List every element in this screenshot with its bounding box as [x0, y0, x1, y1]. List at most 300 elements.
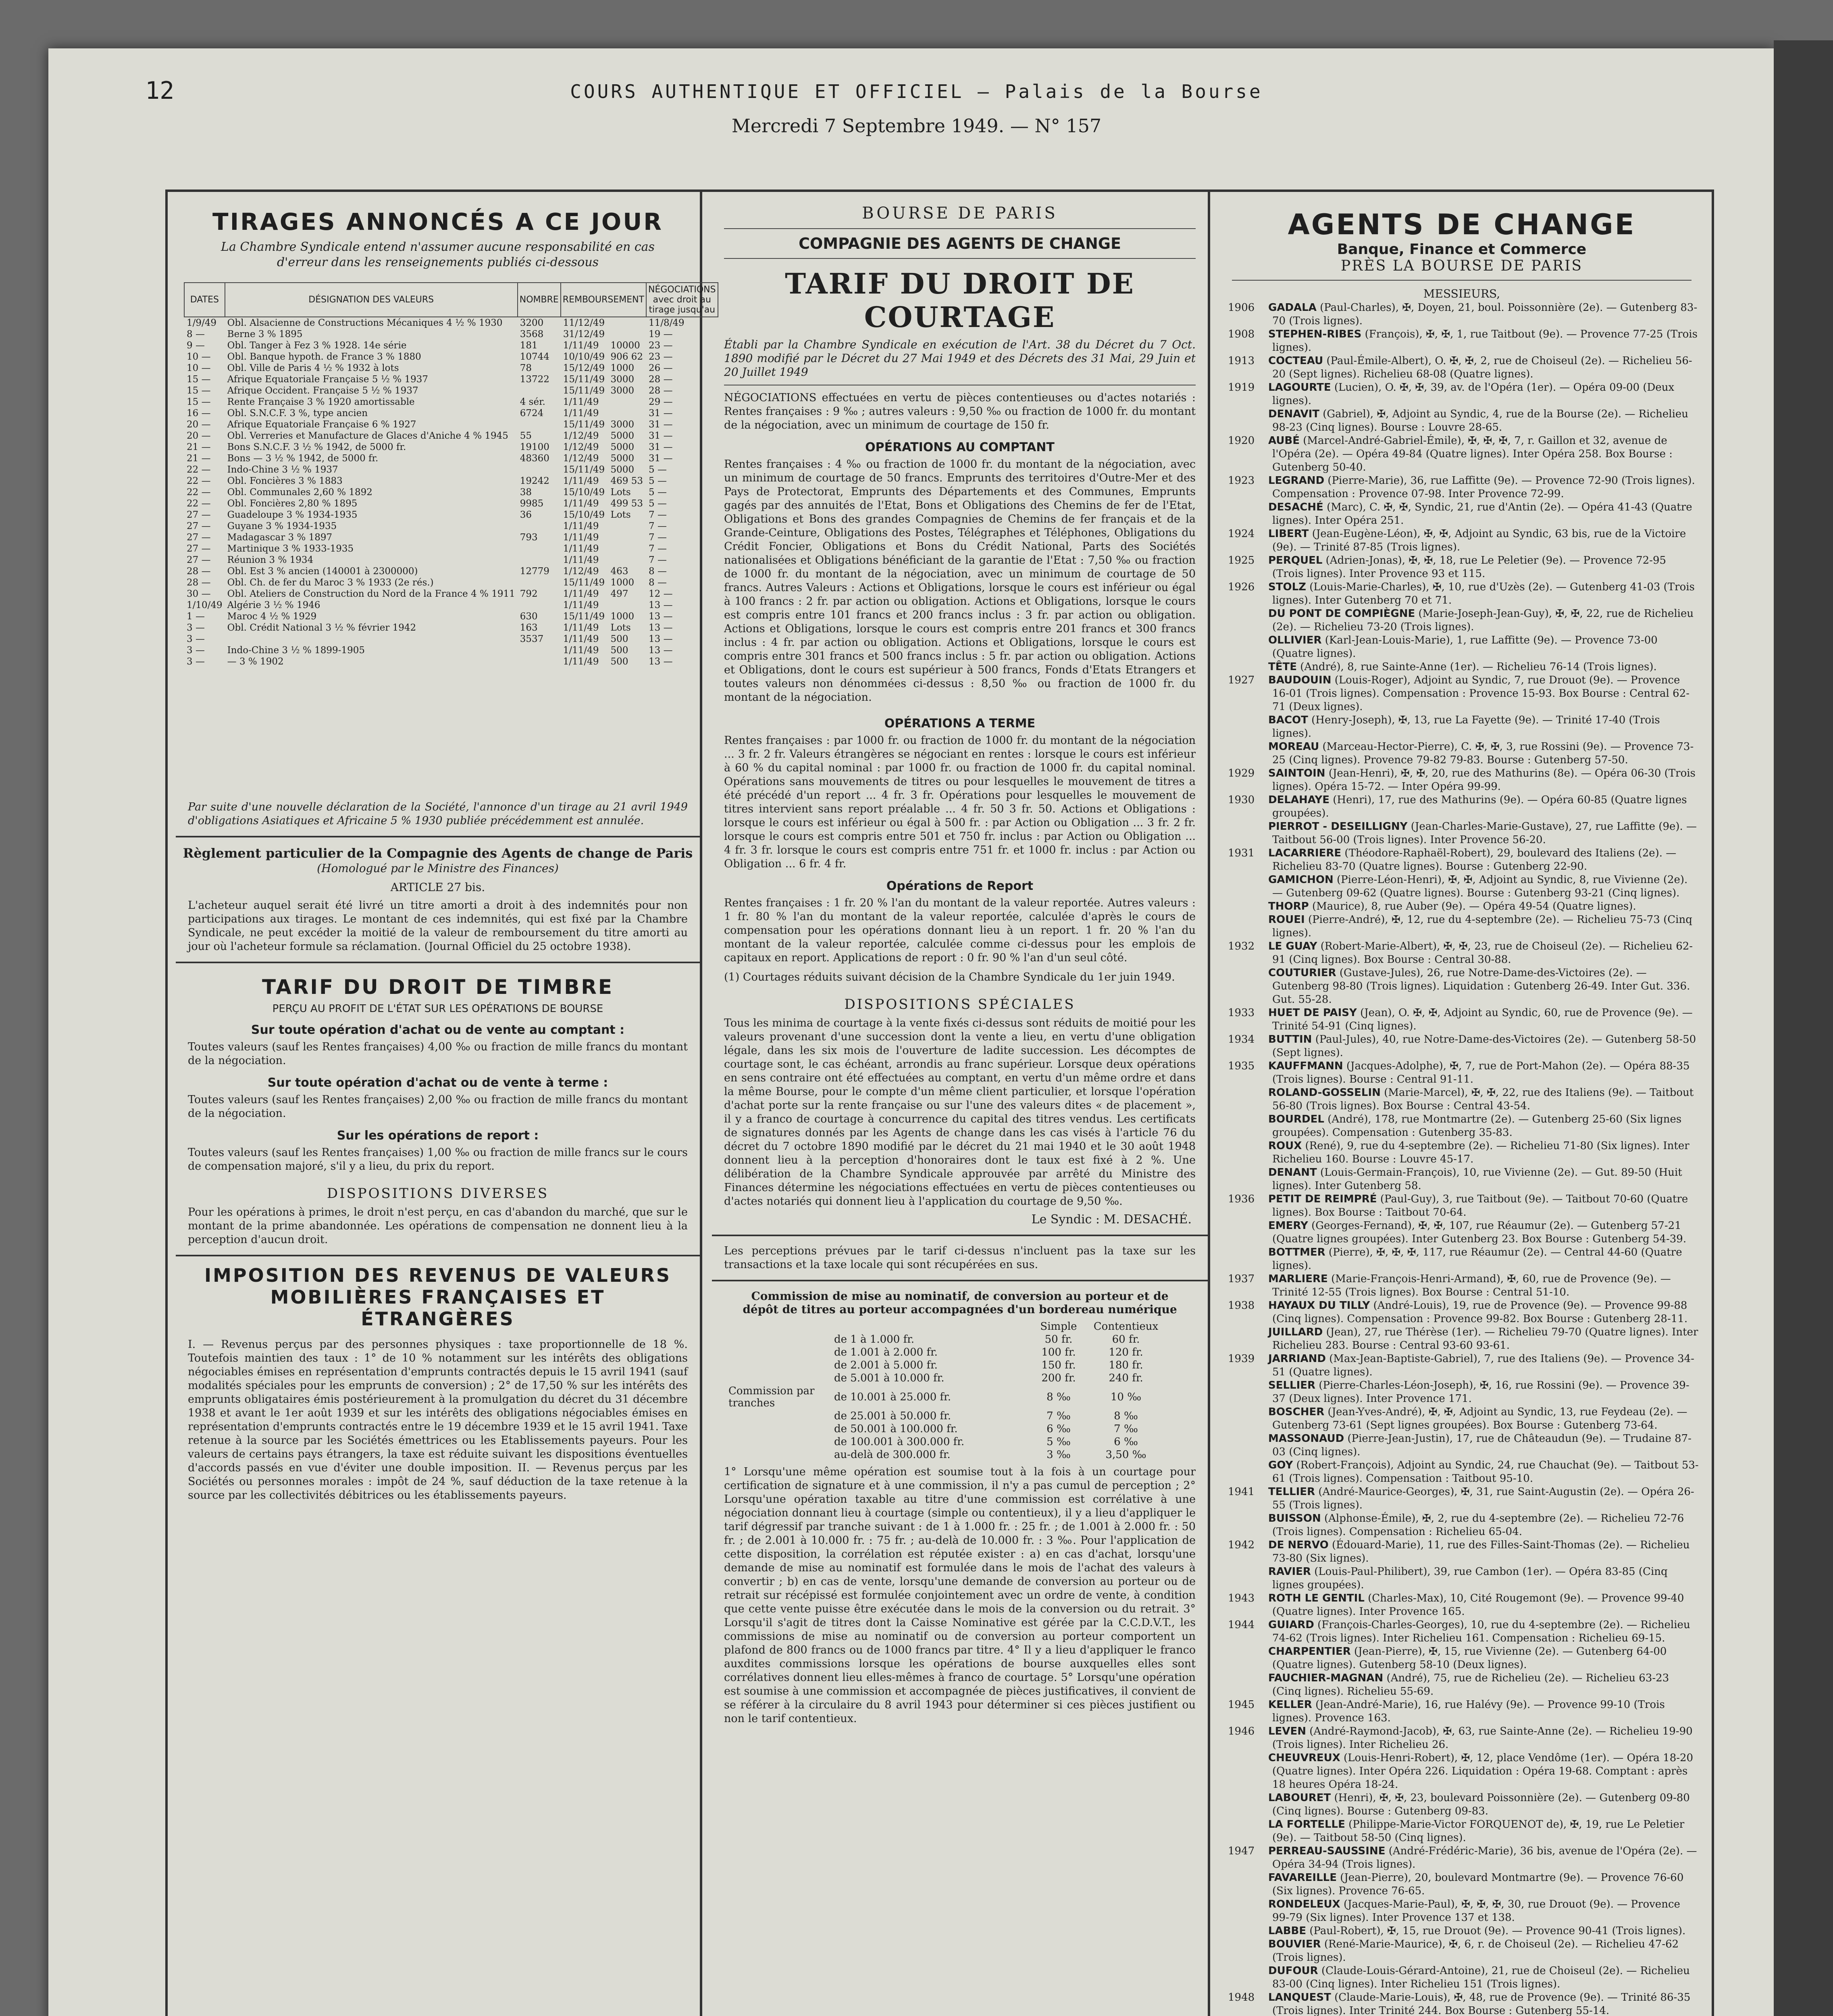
- table-row: [184, 430, 718, 442]
- tirages-note: Par suite d'une nouvelle déclaration de la Société, l'annonce d'un tirage au 21 avril 1949 d'obligations Asiatiques et Africaine 5 % 1930 publiée précédemment est annulée.: [188, 801, 688, 827]
- agent-year: 1925: [1228, 554, 1255, 566]
- company-name: COMPAGNIE DES AGENTS DE CHANGE: [799, 235, 1121, 252]
- table-cell: 1000: [610, 363, 635, 373]
- agent-entry: [1228, 793, 1700, 820]
- agent-entry: [1228, 1166, 1700, 1193]
- agent-year: 1924: [1228, 528, 1255, 540]
- table-cell: 1/9/49: [187, 318, 217, 328]
- agent-name: SAINTOIN: [1268, 767, 1325, 779]
- table-cell: 1000: [610, 611, 635, 622]
- table-cell: 1/12/49: [563, 566, 599, 577]
- agent-details: (Pierre-Marie), 36, rue Laffitte (9e). — Provence 72-90 (Trois lignes). Compensation : Provence 07-98. Inter Provence 72-99.: [1272, 475, 1695, 500]
- commission-cell: 3 ‰: [1047, 1449, 1071, 1461]
- table-cell: [518, 645, 561, 656]
- agent-name: SELLIER: [1268, 1379, 1316, 1391]
- timbre-subtitle: PERÇU AU PROFIT DE L'ÉTAT SUR LES OPÉRATIONS DE BOURSE: [272, 1003, 603, 1015]
- commission-row: [728, 1410, 1163, 1422]
- agent-details: (Jean), 27, rue Thérèse (1er). — Richelieu 79-70 (Quatre lignes). Inter Richelieu 283. Bourse : Central 93-60 93-61.: [1272, 1326, 1698, 1352]
- agent-entry: [1228, 1060, 1700, 1086]
- agent-year: 1935: [1228, 1060, 1255, 1072]
- table-cell: Afrique Equatoriale Française 5 ½ % 1937: [227, 374, 429, 385]
- agent-name: DENANT: [1268, 1166, 1317, 1179]
- agent-details: (Louis-Roger), Adjoint au Syndic, 7, rue Drouot (9e). — Provence 16-01 (Trois lignes). Compensation : Provence 15-93. Box Bourse : Central 62-71 (Deux lignes).: [1272, 674, 1689, 713]
- table-row: [184, 419, 718, 430]
- table-row: [184, 362, 718, 374]
- table-cell: 23 —: [649, 340, 673, 351]
- agent-entry: [1228, 1818, 1700, 1845]
- commission-cell: 3,50 ‰: [1105, 1449, 1146, 1461]
- agent-details: (Paul-Guy), 3, rue Taitbout (9e). — Taitbout 70-60 (Quatre lignes). Box Bourse : Taitbout 70-64.: [1272, 1193, 1688, 1218]
- agent-name: JARRIAND: [1268, 1353, 1326, 1365]
- agent-name: THORP: [1268, 900, 1309, 912]
- table-cell: 78: [520, 363, 532, 373]
- table-row: [184, 521, 718, 532]
- commission-cell: 60 fr.: [1112, 1333, 1140, 1345]
- agent-name: DUFOUR: [1268, 1965, 1318, 1977]
- table-row: [184, 611, 718, 622]
- commission-cell: 10 ‰: [1110, 1391, 1142, 1403]
- table-cell: 15/11/49: [563, 419, 605, 430]
- agent-name: LANQUEST: [1268, 1991, 1331, 2004]
- agent-name: LACARRIERE: [1268, 847, 1342, 859]
- agent-entry: [1228, 328, 1700, 354]
- speciales-text: Tous les minima de courtage à la vente fixés ci-dessus sont réduits de moitié pour les valeurs provenant d'une succession dont la vente a lieu, en vertu d'une obligation légale, dans les six mois de l'ouverture de ladite succession. Les décomptes de courtage sont, le cas échéant, arrondis au franc supérieur. Lorsque deux opérations en sens contraire ont été effectuées au comptant, en vertu d'un même ordre et dans la même Bourse, pour le compte d'un même client particulier, et lorsque l'opération d'achat porte sur la rente française ou sur l'une des valeurs dites « de placement », il y a franco de courtage à concurrence du capital des titres vendus. Les certificats de signatures donnés par les Agents de change dans les cas visés à l'article 76 du décret du 7 octobre 1890 modifié par le décret du 21 mai 1940 et le 30 août 1948 donnent lieu à la perception d'honoraires dont le taux est fixé à 2 %. Une délibération de la Chambre Syndicale approuvée par arrêté du Ministre des Finances détermine les négociations effectuées en vertu de pièces contentieuses ou d'actes notariés qui donnent lieu à l'application du courtage de 9,50 ‰.: [724, 1017, 1196, 1208]
- table-row: [184, 543, 718, 554]
- table-row: [184, 453, 718, 464]
- agent-entry: [1228, 1991, 1700, 2016]
- agent-year: 1913: [1228, 355, 1255, 367]
- commission-label-cell: [728, 1346, 834, 1359]
- agent-entry: [1228, 1272, 1700, 1299]
- commission-cell: 6 ‰: [1047, 1423, 1071, 1435]
- table-cell: 906 62: [610, 352, 643, 362]
- agent-entry: [1228, 581, 1700, 607]
- table-cell: 10 —: [187, 363, 211, 373]
- table-row: [184, 475, 718, 487]
- table-cell: 22 —: [187, 476, 211, 486]
- table-cell: 26 —: [649, 363, 673, 373]
- table-cell: 1/11/49: [563, 408, 599, 419]
- table-cell: 11/12/49: [563, 318, 605, 328]
- table-cell: [608, 396, 646, 408]
- table-cell: 19 —: [649, 329, 673, 339]
- agent-details: (André-Frédéric-Marie), 36 bis, avenue de l'Opéra (2e). — Opéra 34-94 (Trois lignes).: [1272, 1845, 1697, 1870]
- table-row: [184, 464, 718, 475]
- commission-row: [728, 1385, 1163, 1410]
- timbre-text-comptant: Toutes valeurs (sauf les Rentes françaises) 4,00 ‰ ou fraction de mille francs du montant de la négociation.: [188, 1041, 688, 1067]
- table-cell: 5 —: [649, 487, 667, 498]
- agent-year: 1938: [1228, 1300, 1255, 1312]
- table-cell: 1/11/49: [563, 544, 599, 554]
- table-cell: 22 —: [187, 464, 211, 475]
- agent-details: (Pierre), ✠, ✠, ✠, 117, rue Réaumur (2e). — Central 44-60 (Quatre lignes).: [1272, 1246, 1682, 1272]
- table-cell: [518, 656, 561, 667]
- agent-details: (André-Maurice-Georges), ✠, 31, rue Saint-Augustin (2e). — Opéra 26-55 (Trois lignes).: [1272, 1486, 1694, 1511]
- table-cell: Obl. Est 3 % ancien (140001 à 2300000): [227, 566, 418, 577]
- table-cell: 22 —: [187, 487, 211, 498]
- agent-year: 1937: [1228, 1273, 1255, 1285]
- table-cell: [608, 317, 646, 329]
- table-cell: 16 —: [187, 408, 211, 419]
- article-heading: ARTICLE 27 bis.: [390, 881, 485, 894]
- table-cell: 5000: [610, 453, 635, 464]
- column-courtage: [712, 192, 1210, 2016]
- agent-details: (Louis-Marie-Charles), ✠, 10, rue d'Uzès (2e). — Gutenberg 41-03 (Trois lignes). Inter Gutenberg 70 et 71.: [1272, 581, 1695, 606]
- table-cell: 1/11/49: [563, 634, 599, 644]
- agent-details: (Lucien), O. ✠, ✠, 39, av. de l'Opéra (1er). — Opéra 09-00 (Deux lignes).: [1272, 381, 1675, 407]
- agent-name: ROTH LE GENTIL: [1268, 1592, 1365, 1604]
- table-cell: Obl. Ateliers de Construction du Nord de la France 4 % 1911: [227, 589, 515, 599]
- table-cell: Obl. Foncières 3 % 1883: [227, 476, 343, 486]
- commission-text: 1° Lorsqu'une même opération est soumise tout à la fois à un courtage pour certification de signature et à une commission, il n'y a pas cumul de perception ; 2° Lorsqu'une opération taxable au titre d'une commission est corrélative à une négociation donnant lieu à courtage (simple ou contentieux), il y a lieu d'appliquer le tarif dégressif par tranche suivant : de 1 à 1.000 fr. : 25 fr. ; de 1.001 à 2.000 fr. : 50 fr. ; de 2.001 à 10.000 fr. : 75 fr. ; au-delà de 10.000 fr. : 3 ‰. Pour l'application de cette disposition, la corrélation est réputée exister : a) en cas d'achat, lorsqu'une demande de mise au nominatif est formulée dans le mois de l'achat des valeurs à convertir ; b) en cas de vente, lorsqu'une demande de conversion au porteur ou de retrait sur récépissé est formulée conjointement avec un ordre de vente, à condition que cette vente puisse être exécutée dans le mois de la conversion ou du retrait. 3° Lorsqu'il s'agit de titres dont la Caisse Nominative est gérée par la C.C.D.V.T., les commissions de mise au nominatif ou de conversion au porteur comportent un plafond de 800 francs ou de 1000 francs par titre. 4° Il y a lieu d'appliquer le franco auxdites commissions lorsque les opérations de bourse auxquelles elles sont corrélatives donnent lieu elles-mêmes à franco de courtage. 5° Lorsqu'une opération est soumise à une commission et accompagnée de pièces justificatives, il convient de se référer à la circulaire du 8 avril 1943 pour déterminer si ces pièces justifient ou non le tarif contentieux.: [724, 1466, 1196, 1725]
- table-cell: Obl. Tanger à Fez 3 % 1928. 14e série: [227, 340, 407, 351]
- agent-name: TELLIER: [1268, 1486, 1315, 1498]
- agent-entry: [1228, 820, 1700, 847]
- commission-label-cell: [728, 1435, 834, 1448]
- table-cell: 27 —: [187, 544, 211, 554]
- commission-cell: 200 fr.: [1041, 1372, 1076, 1384]
- table-cell: [608, 543, 646, 554]
- table-cell: 1/11/49: [563, 555, 599, 565]
- agent-entry: [1228, 1672, 1700, 1698]
- agent-name: GAMICHON: [1268, 874, 1334, 886]
- table-cell: 15/12/49: [563, 363, 605, 373]
- agent-details: (Paul-Robert), ✠, 15, rue Drouot (9e). — Provence 90-41 (Trois lignes).: [1309, 1925, 1686, 1937]
- agents-subtitle2: PRÈS LA BOURSE DE PARIS: [1340, 258, 1583, 274]
- agent-entry: [1228, 1379, 1700, 1406]
- commission-row: [728, 1333, 1163, 1346]
- col-header-nombre: NOMBRE: [518, 283, 561, 317]
- agent-year: 1919: [1228, 381, 1255, 394]
- commission-cell: de 2.001 à 5.000 fr.: [834, 1359, 938, 1371]
- agent-entry: [1228, 1938, 1700, 1964]
- bourse-kicker: BOURSE DE PARIS: [862, 204, 1058, 223]
- table-cell: Rente Française 3 % 1920 amortissable: [227, 397, 415, 407]
- agent-details: (Marie-Marcel), ✠, ✠, 22, rue des Italiens (9e). — Taitbout 56-80 (Trois lignes). Box Bourse : Central 43-54.: [1272, 1087, 1694, 1112]
- agent-entry: [1228, 767, 1700, 793]
- commission-title: Commission de mise au nominatif, de conversion au porteur et de dépôt de titres au porteur accompagnées d'un bordereau numérique: [743, 1289, 1177, 1316]
- masthead-title: COURS AUTHENTIQUE ET OFFICIEL — Palais de la Bourse: [570, 81, 1263, 102]
- agent-name: AUBÉ: [1268, 435, 1300, 447]
- commission-cell: 6 ‰: [1114, 1436, 1138, 1448]
- table-cell: 5 —: [649, 464, 667, 475]
- table-cell: [518, 521, 561, 532]
- table-row: [184, 442, 718, 453]
- table-cell: 15/11/49: [563, 374, 605, 385]
- agent-entry: [1228, 1752, 1700, 1791]
- table-row: [184, 509, 718, 521]
- agent-details: (Karl-Jean-Louis-Marie), 1, rue Laffitte (9e). — Provence 73-00 (Quatre lignes).: [1272, 634, 1658, 660]
- table-cell: 1/11/49: [563, 532, 599, 543]
- col-header-negociations: NÉGOCIATIONS avec droit au tirage jusqu'au: [646, 283, 718, 317]
- table-cell: 500: [610, 645, 628, 656]
- column-agents: [1220, 192, 1704, 2016]
- agent-details: (Georges-Fernand), ✠, ✠, 107, rue Réaumur (2e). — Gutenberg 57-21 (Quatre lignes groupées). Inter Gutenberg 23. Box Bourse : Gutenberg 54-39.: [1272, 1220, 1687, 1245]
- table-cell: Maroc 4 ½ % 1929: [227, 611, 317, 622]
- table-cell: 5 —: [649, 476, 667, 486]
- agent-name: KAUFFMANN: [1268, 1060, 1343, 1072]
- table-cell: 23 —: [649, 352, 673, 362]
- commission-col-simple: Simple: [1040, 1320, 1077, 1333]
- agent-entry: [1228, 474, 1700, 501]
- table-cell: 181: [520, 340, 538, 351]
- commission-label-cell: [728, 1333, 834, 1346]
- agent-name: COCTEAU: [1268, 355, 1323, 367]
- agent-details: (Gabriel), ✠, Adjoint au Syndic, 4, rue de la Bourse (2e). — Richelieu 98-23 (Cinq lignes). Bourse : Louvre 28-65.: [1272, 408, 1689, 433]
- agent-entry: [1228, 1964, 1700, 1991]
- table-row: [184, 385, 718, 396]
- table-cell: Bons — 3 ½ % 1942, de 5000 fr.: [227, 453, 379, 464]
- table-cell: Obl. Ville de Paris 4 ½ % 1932 à lots: [227, 363, 399, 373]
- agent-entry: [1228, 381, 1700, 408]
- table-cell: 10 —: [187, 352, 211, 362]
- table-cell: 27 —: [187, 510, 211, 520]
- agent-name: LEGRAND: [1268, 475, 1325, 487]
- agent-name: TÊTE: [1268, 661, 1297, 673]
- table-cell: [518, 600, 561, 611]
- table-cell: 30 —: [187, 589, 211, 599]
- agent-entry: [1228, 1898, 1700, 1924]
- agent-details: (Jean-Eugène-Léon), ✠, ✠, Adjoint au Syndic, 63 bis, rue de la Victoire (9e). — Trinité 87-85 (Trois lignes).: [1272, 528, 1686, 553]
- agent-details: (Henri), ✠, ✠, 23, boulevard Poissonnière (2e). — Gutenberg 09-80 (Cinq lignes). Bourse : Gutenberg 09-83.: [1272, 1792, 1690, 1817]
- agent-name: FAVAREILLE: [1268, 1872, 1337, 1884]
- agent-name: BUISSON: [1268, 1512, 1321, 1524]
- agent-name: HAYAUX DU TILLY: [1268, 1300, 1370, 1312]
- agent-name: PERREAU-SAUSSINE: [1268, 1845, 1386, 1857]
- agent-name: MASSONAUD: [1268, 1433, 1344, 1445]
- commission-cell: de 5.001 à 10.000 fr.: [834, 1372, 945, 1384]
- agent-name: DU PONT DE COMPIÈGNE: [1268, 608, 1415, 620]
- table-cell: Bons S.N.C.F. 3 ½ % 1942, de 5000 fr.: [227, 442, 406, 452]
- agent-details: (Claude-Marie-Louis), ✠, 48, rue de Provence (9e). — Trinité 86-35 (Trois lignes). Inter Trinité 244. Box Bourse : Gutenberg 55-14.: [1272, 1991, 1691, 2016]
- table-row: [184, 351, 718, 362]
- agent-year: 1943: [1228, 1592, 1255, 1604]
- table-row: [184, 487, 718, 498]
- table-cell: 163: [520, 623, 538, 633]
- agent-entry: [1228, 940, 1700, 966]
- table-cell: 29 —: [649, 397, 673, 407]
- agent-entry: [1228, 873, 1700, 900]
- agent-entry: [1228, 1326, 1700, 1352]
- agent-entry: [1228, 674, 1700, 714]
- messieurs-label: MESSIEURS,: [1423, 287, 1500, 300]
- agent-name: RONDELEUX: [1268, 1898, 1340, 1910]
- agent-name: PETIT DE REIMPRÉ: [1268, 1193, 1377, 1205]
- agent-year: 1939: [1228, 1353, 1255, 1365]
- agent-name: MARLIERE: [1268, 1273, 1328, 1285]
- table-cell: Afrique Equatoriale Française 6 % 1927: [227, 419, 416, 430]
- table-cell: 13 —: [649, 600, 673, 610]
- agent-year: 1926: [1228, 581, 1255, 593]
- table-cell: 9985: [520, 498, 544, 509]
- commission-cell: de 25.001 à 50.000 fr.: [834, 1410, 951, 1422]
- table-cell: 13 —: [649, 645, 673, 656]
- table-cell: Obl. Communales 2,60 % 1892: [227, 487, 372, 498]
- commission-cell: de 1.001 à 2.000 fr.: [834, 1346, 938, 1358]
- agent-name: LEVEN: [1268, 1725, 1306, 1737]
- courtages-note: (1) Courtages réduits suivant décision de la Chambre Syndicale du 1er juin 1949.: [724, 971, 1175, 983]
- agent-details: (André-Louis), 19, rue de Provence (9e). — Provence 99-88 (Cinq lignes). Compensation : Provence 99-82. Box Bourse : Gutenberg 28-11.: [1272, 1300, 1688, 1325]
- agent-name: KELLER: [1268, 1699, 1312, 1711]
- table-cell: 13 —: [649, 623, 673, 633]
- table-cell: 11/8/49: [649, 318, 685, 328]
- table-cell: Berne 3 % 1895: [227, 329, 303, 339]
- agent-entry: [1228, 1645, 1700, 1672]
- table-cell: 22 —: [187, 498, 211, 509]
- table-cell: 15/11/49: [563, 385, 605, 396]
- table-cell: 4 sér.: [520, 397, 545, 407]
- agent-details: (Robert-Marie-Albert), ✠, ✠, 23, rue de Choiseul (2e). — Richelieu 62-91 (Cinq lignes). Box Bourse : Central 30-88.: [1272, 940, 1693, 966]
- agent-entry: [1228, 501, 1700, 527]
- table-cell: 1/11/49: [563, 340, 599, 351]
- agent-name: BOURDEL: [1268, 1113, 1324, 1125]
- page-number: 12: [145, 77, 175, 105]
- agent-details: (René-Marie-Maurice), ✠, 6, r. de Choiseul (2e). — Richelieu 47-62 (Trois lignes).: [1272, 1938, 1679, 1964]
- table-cell: 5 —: [649, 498, 667, 509]
- comptant-text: Rentes françaises : 4 ‰ ou fraction de 1000 fr. du montant de la négociation, avec un minimum de courtage de 50 francs. Emprunts des territoires d'Outre-Mer et des Pays de Protectorat, Emprunts des Départements et des Communes, Emprunts gagés par des annuités de l'Etat, Bons et Obligations des Chemins de fer de l'Etat, Obligations et Bons des grandes Compagnies de Chemins de fer français et de la Grande-Ceinture, Obligations des Postes, Télégraphes et Téléphones, Obligations du Crédit Foncier, Obligations et Bons du Crédit National, Parts des Sociétés nationalisées et Obligations bénéficiant de la garantie de l'Etat : 7,50 ‰ ou fraction de 1000 fr. du montant de la négociation, avec un minimum de courtage de 50 francs. Autres Valeurs : Actions et Obligations, lorsque le cours est inférieur ou égal à 100 francs : 2 fr. par action ou obligation. Actions et Obligations, lorsque le cours est compris entre 101 francs et 200 francs inclus : 3 fr. par action ou obligation. Actions et Obligations, lorsque le cours est compris entre 201 francs et 300 francs inclus : 4 fr. par action ou obligation. Actions et Obligations, lorsque le cours est compris entre 301 francs et 500 francs inclus : 5 fr. par action ou obligation. Actions et Obligations, dont le cours est supérieur à 500 francs, Fonds d'Etats Etrangers et toutes valeurs non dénommées ci-dessus : 8,50 ‰ ou fraction de 1000 fr. du montant de la négociation.: [724, 458, 1196, 704]
- agent-details: (Paul-Émile-Albert), O. ✠, ✠, 2, rue de Choiseul (2e). — Richelieu 56-20 (Sept lignes). Richelieu 68-08 (Quatre lignes).: [1272, 355, 1692, 380]
- table-cell: 21 —: [187, 442, 211, 452]
- table-cell: [608, 554, 646, 566]
- commission-row: [728, 1372, 1163, 1385]
- agent-name: EMERY: [1268, 1220, 1308, 1232]
- commission-label-cell: [728, 1359, 834, 1372]
- agent-name: BOTTMER: [1268, 1246, 1325, 1258]
- agent-details: (Adrien-Jonas), ✠, ✠, 18, rue Le Peletier (9e). — Provence 72-95 (Trois lignes). Inter Provence 93 et 115.: [1272, 554, 1667, 580]
- courtage-intro: Établi par la Chambre Syndicale en exécution de l'Art. 38 du Décret du 7 Oct. 1890 modifié par le Décret du 27 Mai 1949 et des Décrets des 31 Mai, 29 Juin et 20 Juillet 1949: [724, 338, 1196, 379]
- commission-cell: 7 ‰: [1114, 1423, 1138, 1435]
- agent-entry: [1228, 527, 1700, 554]
- table-cell: Guyane 3 % 1934-1935: [227, 521, 337, 531]
- timbre-title: TARIF DU DROIT DE TIMBRE: [262, 975, 614, 999]
- agent-details: (Claude-Louis-Gérard-Antoine), 21, rue de Choiseul (2e). — Richelieu 83-00 (Cinq lignes). Inter Richelieu 151 (Trois lignes).: [1272, 1965, 1690, 1990]
- agent-details: (André), 8, rue Sainte-Anne (1er). — Richelieu 76-14 (Trois lignes).: [1300, 661, 1657, 673]
- table-cell: [518, 385, 561, 396]
- agent-details: (André), 178, rue Montmartre (2e). — Gutenberg 25-60 (Six lignes groupées). Compensation : Gutenberg 35-83.: [1272, 1113, 1682, 1139]
- table-cell: Lots: [610, 487, 631, 498]
- agent-name: RAVIER: [1268, 1566, 1311, 1578]
- imposition-title: IMPOSITION DES REVENUS DE VALEURS MOBILIÈRES FRANÇAISES ET ÉTRANGÈRES: [204, 1264, 671, 1330]
- agent-entry: [1228, 607, 1700, 634]
- report-text: Rentes françaises : 1 fr. 20 % l'an du montant de la valeur reportée. Autres valeurs : 1 fr. 80 % l'an du montant de la valeur reportée, calculée d'après le cours de compensation pour les opérations donnant lieu à un report. 1 fr. 20 % l'an du montant de la valeur reportée, calculée comme ci-dessus pour les emplois de capitaux en report. Applications de report : 0 fr. 90 % l'an d'un seul côté.: [724, 897, 1196, 964]
- table-row: [184, 374, 718, 385]
- agent-entry: [1228, 408, 1700, 434]
- table-cell: 3 —: [187, 623, 205, 633]
- agent-entry: [1228, 1086, 1700, 1113]
- table-cell: 12779: [520, 566, 549, 577]
- table-row: [184, 317, 718, 329]
- agent-name: DE NERVO: [1268, 1539, 1329, 1551]
- table-cell: Obl. Ch. de fer du Maroc 3 % 1933 (2e rés.): [227, 577, 434, 588]
- agent-entry: [1228, 354, 1700, 381]
- table-cell: 19100: [520, 442, 549, 452]
- agent-year: 1947: [1228, 1845, 1255, 1857]
- table-cell: 1/12/49: [563, 442, 599, 452]
- commission-label-cell: Commission par tranches: [728, 1385, 815, 1409]
- agent-year: 1942: [1228, 1539, 1255, 1551]
- agent-details: (Jacques-Marie-Paul), ✠, ✠, ✠, 30, rue Drouot (9e). — Provence 99-79 (Six lignes). Inter Provence 137 et 138.: [1272, 1898, 1680, 1924]
- agent-entry: [1228, 1352, 1700, 1379]
- table-cell: 3 —: [187, 656, 205, 667]
- agent-name: BUTTIN: [1268, 1033, 1312, 1045]
- table-cell: 463: [610, 566, 628, 577]
- agent-details: (André-Raymond-Jacob), ✠, 63, rue Sainte-Anne (2e). — Richelieu 19-90 (Trois lignes). Inter Richelieu 26.: [1272, 1725, 1693, 1751]
- agent-year: 1944: [1228, 1619, 1255, 1631]
- table-cell: 499 53: [610, 498, 643, 509]
- commission-cell: 8 ‰: [1114, 1410, 1138, 1422]
- table-cell: 6724: [520, 408, 544, 419]
- table-cell: 13 —: [649, 656, 673, 667]
- agent-year: 1906: [1228, 302, 1255, 314]
- agent-details: (Charles-Max), 10, Cité Rougemont (9e). — Provence 99-40 (Quatre lignes). Inter Provence 165.: [1272, 1592, 1684, 1618]
- agent-entry: [1228, 714, 1700, 740]
- agent-entry: [1228, 900, 1700, 913]
- reglement-title: Règlement particulier de la Compagnie des Agents de change de Paris: [183, 846, 693, 861]
- agent-entry: [1228, 1725, 1700, 1752]
- speciales-title: DISPOSITIONS SPÉCIALES: [844, 996, 1076, 1012]
- agents-subtitle: Banque, Finance et Commerce: [1337, 241, 1587, 258]
- table-cell: 1/11/49: [563, 397, 599, 407]
- table-cell: 500: [610, 634, 628, 644]
- agent-entry: [1228, 1113, 1700, 1139]
- commission-table: [728, 1320, 1163, 1461]
- table-cell: 28 —: [649, 374, 673, 385]
- agent-entry: [1228, 847, 1700, 873]
- table-cell: 3 —: [187, 634, 205, 644]
- agent-entry: [1228, 1193, 1700, 1219]
- agent-entry: [1228, 1246, 1700, 1272]
- table-cell: 38: [520, 487, 532, 498]
- table-row: [184, 408, 718, 419]
- article-text: L'acheteur auquel serait été livré un titre amorti a droit à des indemnités pour non participations aux tirages. Le montant de ces indemnités, qui est fixé par la Chambre Syndicale, ne peut excéder la moitié de la valeur de remboursement du titre amorti au jour où l'acheteur formule sa réclamation. (Journal Officiel du 25 octobre 1938).: [188, 899, 688, 953]
- agent-name: LABOURET: [1268, 1792, 1331, 1804]
- commission-col-contentieux: Contentieux: [1093, 1320, 1159, 1333]
- agent-year: 1931: [1228, 847, 1255, 859]
- table-cell: 55: [520, 431, 532, 441]
- agent-details: (François-Charles-Georges), 10, rue du 4-septembre (2e). — Richelieu 74-62 (Trois lignes). Inter Richelieu 161. Compensation : Richelieu 69-15.: [1272, 1619, 1690, 1644]
- agent-name: COUTURIER: [1268, 967, 1336, 979]
- commission-cell: 150 fr.: [1041, 1359, 1076, 1371]
- agent-details: (Marc), C. ✠, ✠, Syndic, 21, rue d'Antin (2e). — Opéra 41-43 (Quatre lignes). Inter Opéra 251.: [1272, 501, 1692, 527]
- commission-cell: au-delà de 300.000 fr.: [834, 1449, 951, 1461]
- commission-cell: de 10.001 à 25.000 fr.: [834, 1391, 951, 1403]
- table-cell: 13 —: [649, 611, 673, 622]
- table-cell: 1/11/49: [563, 623, 599, 633]
- agent-details: (Alphonse-Émile), ✠, 2, rue du 4-septembre (2e). — Richelieu 72-76 (Trois lignes). Compensation : Richelieu 65-04.: [1272, 1512, 1684, 1538]
- commission-row: [728, 1435, 1163, 1448]
- table-row: [184, 396, 718, 408]
- agent-entry: [1228, 1698, 1700, 1725]
- agent-year: 1932: [1228, 940, 1255, 952]
- commission-cell: de 1 à 1.000 fr.: [834, 1333, 915, 1345]
- agent-details: (Pierre-André), ✠, 12, rue du 4-septembre (2e). — Richelieu 75-73 (Cinq lignes).: [1272, 914, 1692, 939]
- table-cell: 7 —: [649, 544, 667, 554]
- terme-title: OPÉRATIONS A TERME: [884, 716, 1036, 731]
- agent-details: (Édouard-Marie), 11, rue des Filles-Saint-Thomas (2e). — Richelieu 73-80 (Six lignes).: [1272, 1539, 1690, 1564]
- table-cell: 7 —: [649, 521, 667, 531]
- agent-year: 1948: [1228, 1991, 1255, 2004]
- table-row: [184, 600, 718, 611]
- agent-name: GADALA: [1268, 302, 1317, 314]
- table-cell: Obl. Foncières 2,80 % 1895: [227, 498, 358, 509]
- agent-details: (Henri), 17, rue des Mathurins (9e). — Opéra 60-85 (Quatre lignes groupées).: [1272, 794, 1687, 819]
- commission-row: [728, 1359, 1163, 1372]
- syndic-signature: Le Syndic : M. DESACHÉ.: [1031, 1212, 1192, 1227]
- table-cell: 469 53: [610, 476, 643, 486]
- table-cell: 31 —: [649, 419, 673, 430]
- table-cell: 12 —: [649, 589, 673, 599]
- agent-entry: [1228, 1219, 1700, 1246]
